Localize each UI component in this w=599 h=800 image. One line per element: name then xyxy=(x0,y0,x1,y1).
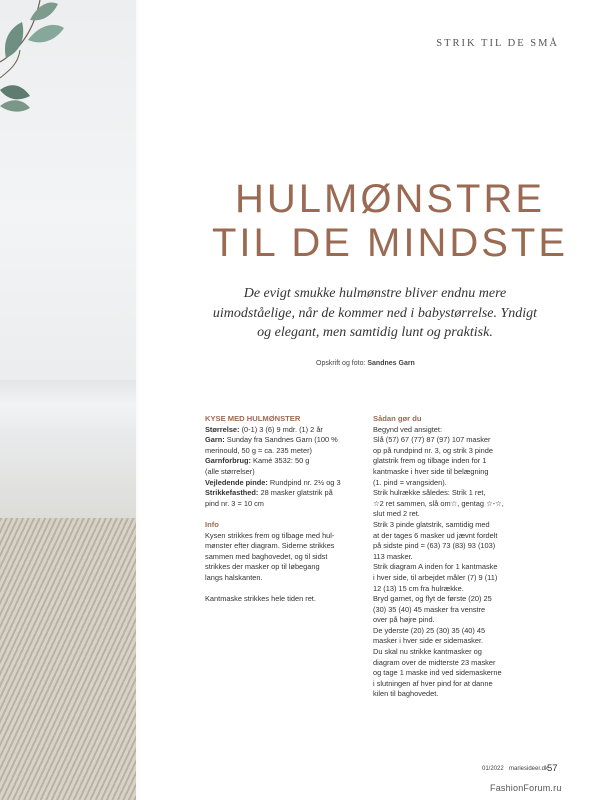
info-line: mønster efter diagram. Siderne strikkes xyxy=(205,541,335,551)
photo-carpet xyxy=(0,518,136,800)
yarn-line: Garn: Sunday fra Sandnes Garn (100 % xyxy=(205,435,338,445)
issue-date: 01/2022 xyxy=(482,766,504,772)
info-line: strikkes der masker op til løbegang xyxy=(205,562,320,572)
section-label: STRIK TIL DE SMÅ xyxy=(436,38,559,49)
materials-column xyxy=(205,414,355,605)
eucalyptus-leaves-icon xyxy=(0,0,136,140)
usage-line-2: (alle størrelser) xyxy=(205,466,255,476)
size-line: Størrelse: (0-1) 3 (6) 9 mdr. (1) 2 år xyxy=(205,424,323,434)
credit-label: Opskrift og foto: xyxy=(316,360,366,367)
usage-line: Garnforbrug: Kamé 3532: 50 g xyxy=(205,456,310,466)
step-eyelet-row: Strik hulrække således: Strik 1 ret, ☆2 ret sammen, slå om☆, gentag ☆-☆, slut med 2 ret. xyxy=(373,488,504,519)
photo-credit xyxy=(316,360,415,367)
headline-line-2: TIL DE MINDSTE xyxy=(211,221,569,265)
step-cast-on: Begynd ved ansigtet: Slå (57) 67 (77) 87 (97) 107 masker op på rundpind nr. 3, og strik 3 pinde glatstrik frem og tilbage inden for 1 kantmaske i hver side til belægning (1. pind = vrangsiden). xyxy=(373,424,493,487)
photo-edge xyxy=(136,0,139,800)
edge-note: Kantmaske strikkes hele tiden ret. xyxy=(205,594,316,604)
lead-paragraph xyxy=(210,284,540,343)
info-paragraph xyxy=(205,531,355,584)
gauge-line: Strikkefasthed: 28 masker glatstrik på xyxy=(205,488,333,498)
info-heading: Info xyxy=(205,519,219,529)
headline-line-1: HULMØNSTRE xyxy=(234,177,546,221)
photo-strip xyxy=(0,0,136,800)
photo-baseboard xyxy=(0,380,136,440)
instructions-column xyxy=(373,414,543,700)
lead-line: og elegant, men samtidig lunt og praktisk. xyxy=(257,325,493,340)
website: mariesideer.dk xyxy=(509,766,549,772)
credit-value: Sandnes Garn xyxy=(367,360,415,367)
info-line: langs halskanten. xyxy=(205,572,263,582)
pattern-heading: KYSE MED HULMØNSTER xyxy=(205,414,301,423)
step-back-wedge: Du skal nu strikke kantmasker og diagram over de midterste 23 masker og tage 1 maske ind ved sidemaskerne i slutningen af hver pind for at danne kilen til baghovedet. xyxy=(373,647,502,699)
page-number: 57 xyxy=(547,763,558,774)
lead-line: uimodståelige, når de kommer ned i babystørrelse. Yndigt xyxy=(212,305,538,321)
info-line: sammen med baghovedet, og til sidst xyxy=(205,551,328,561)
step-diagram-a: Strik diagram A inden for 1 kantmaske i hver side, til arbejdet måler (7) 9 (11) 12 (13) 15 cm fra hulrække. xyxy=(373,562,498,593)
lead-line: De evigt smukke hulmønstre bliver endnu mere xyxy=(243,286,507,301)
yarn-line-2: merinould, 50 g = ca. 235 meter) xyxy=(205,445,313,455)
needles-line: Vejledende pinde: Rundpind nr. 2½ og 3 xyxy=(205,477,341,487)
info-line: Kysen strikkes frem og tilbage med hul- xyxy=(205,530,335,540)
step-break-yarn: Bryd garnet, og flyt de første (20) 25 (30) 35 (40) 45 masker fra venstre over på højre pind. xyxy=(373,594,492,625)
step-increase: Strik 3 pinde glatstrik, samtidig med at der tages 6 masker ud jævnt fordelt på sidste pind = (63) 73 (83) 93 (103) 113 masker. xyxy=(373,519,498,561)
gauge-line-2: pind nr. 3 = 10 cm xyxy=(205,498,264,508)
step-side-stitches: De yderste (20) 25 (30) 35 (40) 45 masker i hver side er sidemasker. xyxy=(373,625,486,646)
watermark: FashionForum.ru xyxy=(490,783,562,793)
instructions-heading: Sådan gør du xyxy=(373,414,422,423)
photo-shadow xyxy=(0,440,136,520)
